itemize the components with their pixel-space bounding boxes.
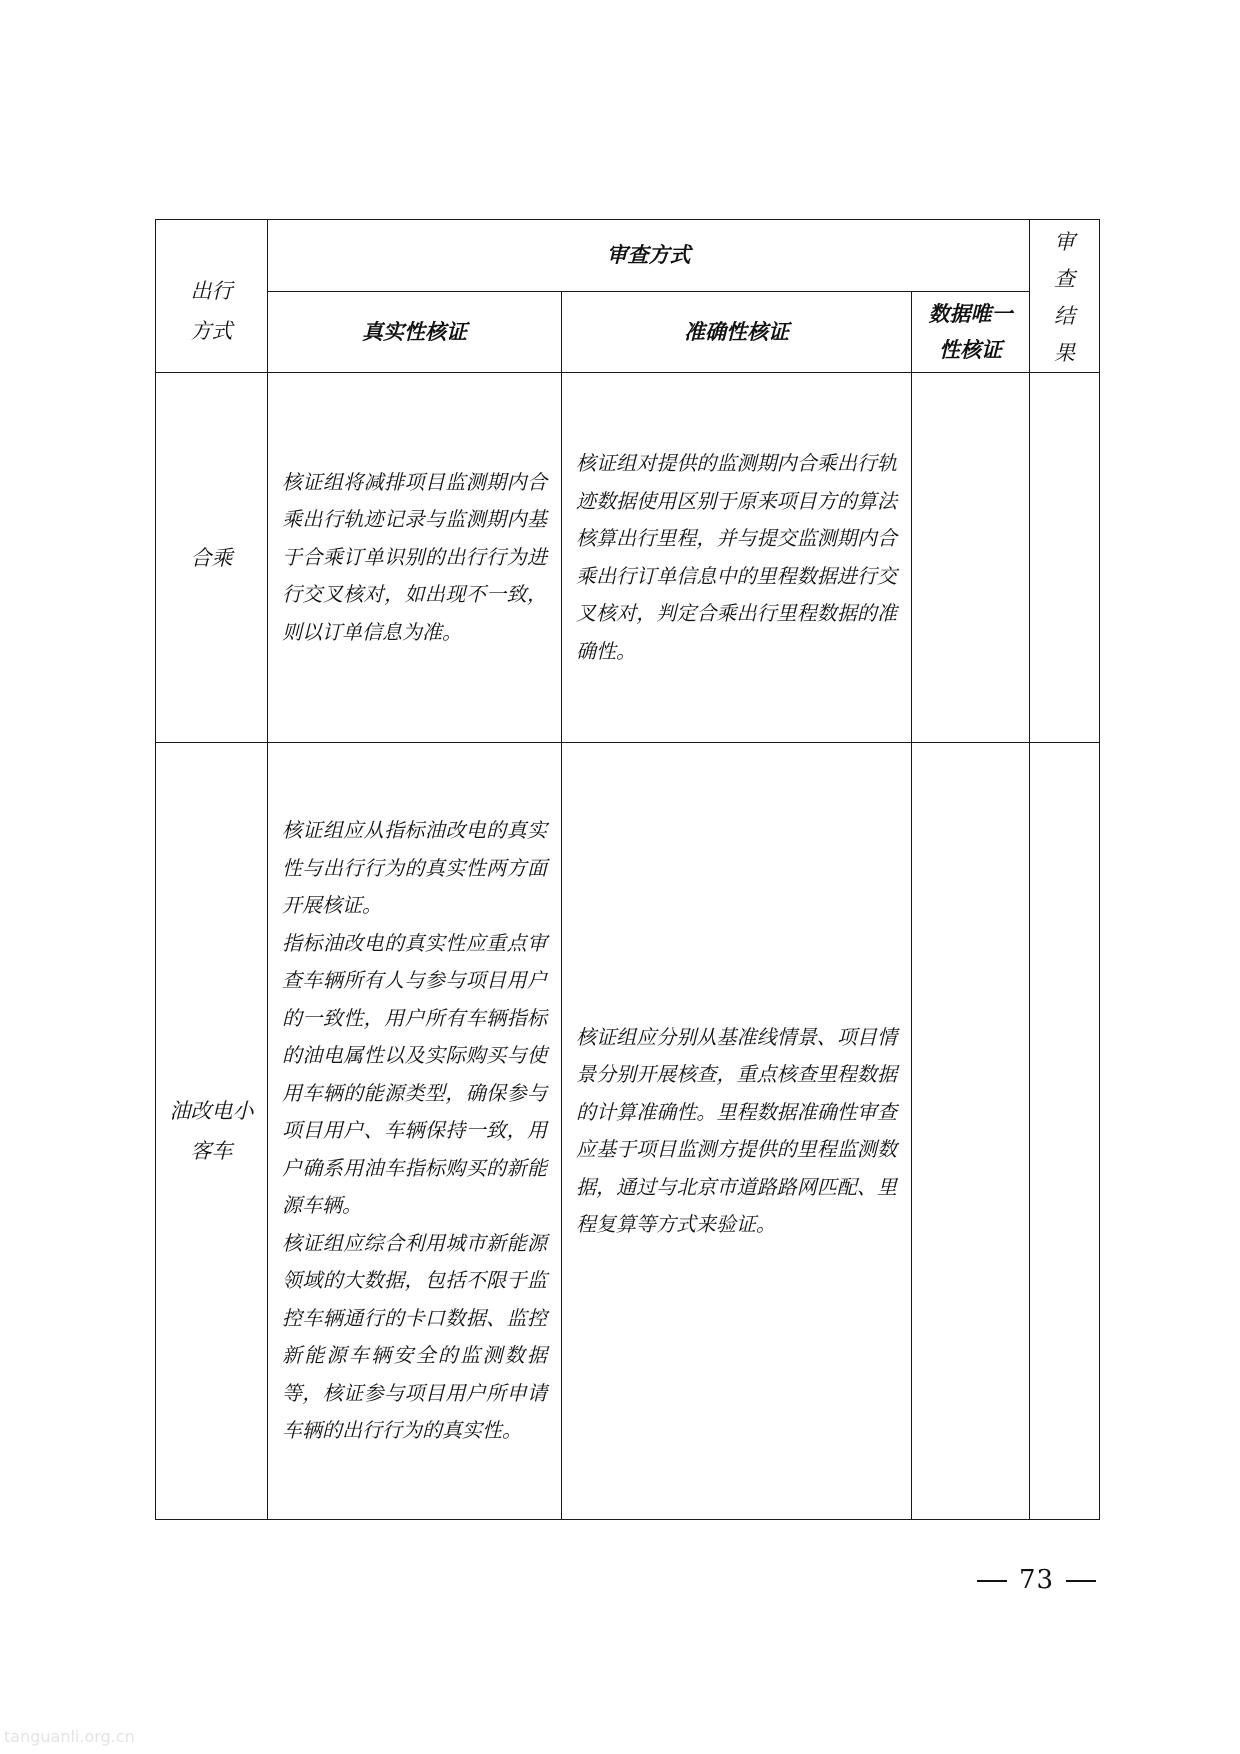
row-authenticity-cell (268, 743, 562, 1520)
row-accuracy-paragraph: 核证组对提供的监测期内合乘出行轨迹数据使用区别于原来项目方的算法核算出行里程，并与提交监测期内合乘出行订单信息中的里程数据进行交叉核对，判定合乘出行里程数据的准确性。 (576, 451, 897, 663)
review-table (155, 219, 1100, 1520)
header-travel-mode-line2: 方式 (190, 319, 233, 343)
row-authenticity-paragraph: 指标油改电的真实性应重点审查车辆所有人与参与项目用户的一致性，用户所有车辆指标的油电属性以及实际购买与使用车辆的能源类型，确保参与项目用户、车辆保持一致，用户确系用油车指标购买的新能源车辆。 (282, 930, 547, 1218)
header-uniqueness (912, 291, 1030, 372)
row-authenticity-paragraph: 核证组将减排项目监测期内合乘出行轨迹记录与监测期内基于合乘订单识别的出行行为进行交叉核对，如出现不一致，则以订单信息为准。 (282, 469, 547, 644)
header-travel-mode-line1: 出行 (190, 279, 233, 303)
page-number-dash-right (1066, 1580, 1096, 1582)
watermark: tanguanli.org.cn (4, 1727, 135, 1746)
row-accuracy-cell (562, 743, 912, 1520)
page-number (965, 1565, 1108, 1595)
row-result-cell (1030, 743, 1100, 1520)
row-mode-line2: 客车 (190, 1139, 233, 1163)
header-accuracy: 准确性核证 (562, 291, 912, 372)
header-travel-mode (156, 220, 268, 373)
row-uniqueness-cell (912, 743, 1030, 1520)
header-result-char: 查 (1054, 267, 1076, 291)
row-authenticity-cell (268, 373, 562, 743)
row-mode-line1: 合乘 (190, 545, 233, 570)
row-authenticity-paragraph: 核证组应从指标油改电的真实性与出行行为的真实性两方面开展核证。 (282, 818, 547, 918)
page-number-dash-left (977, 1580, 1007, 1582)
header-uniqueness-line2: 性核证 (939, 336, 1002, 362)
header-uniqueness-line1: 数据唯一 (928, 300, 1013, 326)
header-review-method: 审查方式 (268, 220, 1030, 292)
header-authenticity: 真实性核证 (268, 291, 562, 372)
header-review-result (1030, 220, 1100, 373)
row-mode-cell (156, 373, 268, 743)
row-accuracy-cell (562, 373, 912, 743)
row-result-cell (1030, 373, 1100, 743)
row-mode-line1: 油改电小 (169, 1099, 254, 1123)
row-uniqueness-cell (912, 373, 1030, 743)
row-mode-cell (156, 743, 268, 1520)
header-result-char: 果 (1054, 341, 1076, 365)
table-row (156, 743, 1100, 1520)
table-row (156, 373, 1100, 743)
page-number-value: 73 (1019, 1565, 1055, 1595)
row-authenticity-paragraph: 核证组应综合利用城市新能源领域的大数据，包括不限于监控车辆通行的卡口数据、监控新能源车辆安全的监测数据等，核证参与项目用户所申请车辆的出行行为的真实性。 (282, 1230, 547, 1443)
header-result-char: 审 (1054, 230, 1076, 254)
header-result-char: 结 (1054, 304, 1076, 328)
row-accuracy-paragraph: 核证组应分别从基准线情景、项目情景分别开展核查，重点核查里程数据的计算准确性。里程数据准确性审查应基于项目监测方提供的里程监测数据，通过与北京市道路路网匹配、里程复算等方式来验证。 (576, 1024, 897, 1236)
